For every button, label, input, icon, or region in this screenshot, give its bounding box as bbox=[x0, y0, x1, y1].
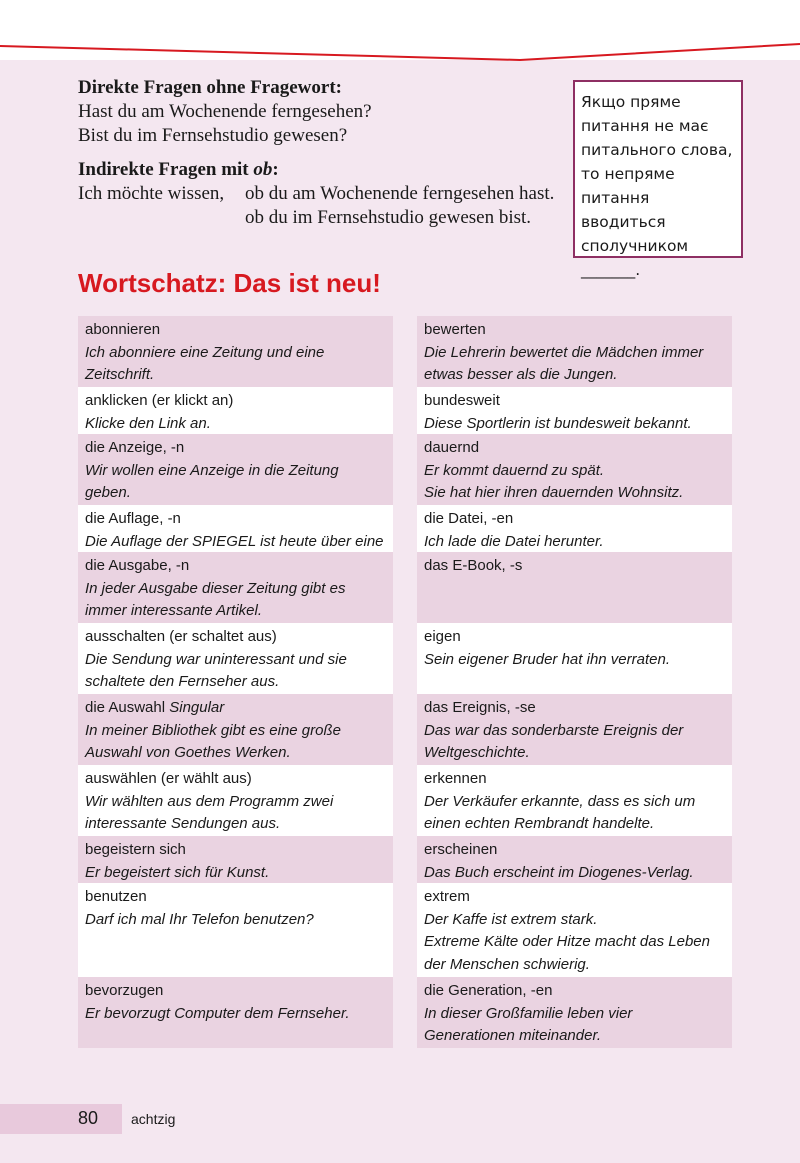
grammar-note-text: Якщо пряме питання не має питального слова, то непряме питання вводиться сполучником _______. bbox=[581, 93, 733, 279]
vocab-word-text: extrem bbox=[424, 888, 470, 905]
vocab-example: Die Lehrerin bewertet die Mädchen immer etwas besser als die Jungen. bbox=[424, 343, 704, 383]
vocab-word bbox=[424, 390, 725, 413]
footer-band bbox=[0, 1104, 122, 1134]
vocab-word-text: die Generation, -en bbox=[424, 982, 553, 999]
vocab-example: In dieser Großfamilie leben vier Generationen miteinander. bbox=[424, 1004, 633, 1044]
page-number: 80 bbox=[78, 1108, 99, 1128]
vocab-entry bbox=[78, 552, 393, 623]
grammar-note-box bbox=[573, 80, 743, 279]
vocab-example: Er bevorzugt Computer dem Fernseher. bbox=[85, 1004, 350, 1022]
vocab-word-text: das E-Book, -s bbox=[424, 557, 523, 574]
vocab-column-left bbox=[78, 316, 393, 1048]
vocab-word bbox=[85, 980, 386, 1003]
vocab-entry bbox=[78, 505, 393, 552]
vocab-word-text: die Auflage, -n bbox=[85, 510, 181, 527]
vocab-word-text: begeistern sich bbox=[85, 841, 186, 858]
vocab-word-text: abonnieren bbox=[85, 321, 161, 338]
vocab-entry bbox=[417, 883, 732, 977]
vocab-example: Der Verkäufer erkannte, dass es sich um einen echten Rembrandt handelte. bbox=[424, 792, 696, 832]
vocab-example: Das Buch erscheint im Diogenes-Verlag. bbox=[424, 863, 694, 881]
vocab-word bbox=[424, 555, 725, 578]
vocab-word bbox=[424, 886, 725, 909]
vocab-word bbox=[424, 980, 725, 1003]
vocab-word bbox=[424, 697, 725, 720]
vocab-entry bbox=[78, 977, 393, 1048]
vocab-example: Diese Sportlerin ist bundesweit bekannt. bbox=[424, 414, 692, 432]
vocab-word-text: die Auswahl bbox=[85, 699, 166, 716]
vocab-word-text: benutzen bbox=[85, 888, 147, 905]
vocab-word bbox=[85, 437, 386, 460]
vocab-word-text: erscheinen bbox=[424, 841, 498, 858]
vocab-word bbox=[85, 390, 386, 413]
vocab-word bbox=[85, 768, 386, 791]
vocab-word-text: anklicken (er klickt an) bbox=[85, 392, 234, 409]
vocab-entry bbox=[417, 552, 732, 623]
vocab-word bbox=[85, 508, 386, 531]
vocab-example: Sie hat hier ihren dauernden Wohnsitz. bbox=[424, 484, 684, 501]
vocab-entry bbox=[78, 765, 393, 836]
vocab-example: Die Sendung war uninteressant und sie schaltete den Fernseher aus. bbox=[85, 650, 347, 690]
vocab-word-text: die Anzeige, -n bbox=[85, 439, 185, 456]
vocab-entry bbox=[417, 977, 732, 1048]
vocab-word bbox=[85, 626, 386, 649]
vocab-example: Er begeistert sich für Kunst. bbox=[85, 863, 270, 881]
vocab-word-note: Singular bbox=[169, 699, 225, 716]
vocab-entry bbox=[417, 316, 732, 387]
vocab-word-text: die Datei, -en bbox=[424, 510, 514, 527]
vocab-column-right bbox=[417, 316, 732, 1048]
indirect-lead: Ich möchte wissen, bbox=[78, 183, 225, 204]
indirect-questions-heading bbox=[78, 158, 578, 182]
vocab-word-text: eigen bbox=[424, 628, 461, 645]
vocab-example: Das war das sonderbarste Ereignis der Weltgeschichte. bbox=[424, 721, 684, 761]
vocab-entry bbox=[417, 387, 732, 434]
vocab-example: In jeder Ausgabe dieser Zeitung gibt es immer interessante Artikel. bbox=[85, 579, 346, 619]
vocab-word bbox=[85, 839, 386, 862]
grammar-examples bbox=[78, 76, 578, 230]
vocab-word bbox=[85, 697, 386, 720]
vocab-entry bbox=[417, 694, 732, 765]
vocab-entry bbox=[417, 505, 732, 552]
vocab-entry bbox=[417, 836, 732, 883]
indirect-heading-ob: ob bbox=[253, 159, 273, 180]
indirect-heading-prefix: Indirekte Fragen mit bbox=[78, 159, 254, 180]
vocab-entry bbox=[417, 765, 732, 836]
direct-question-1: Hast du am Wochenende ferngesehen? bbox=[78, 101, 372, 122]
vocab-entry bbox=[417, 623, 732, 694]
vocab-example: In meiner Bibliothek gibt es eine große Auswahl von Goethes Werken. bbox=[85, 721, 341, 761]
vocab-word-text: das Ereignis, -se bbox=[424, 699, 536, 716]
vocab-example: Der Kaffe ist extrem stark. bbox=[424, 910, 598, 928]
direct-questions-heading: Direkte Fragen ohne Fragewort: bbox=[78, 77, 342, 98]
vocab-word-text: erkennen bbox=[424, 770, 487, 787]
vocab-word bbox=[85, 319, 386, 342]
vocab-word bbox=[424, 768, 725, 791]
vocab-example: Klicke den Link an. bbox=[85, 414, 211, 432]
vocab-entry bbox=[78, 316, 393, 387]
indirect-heading-suffix: : bbox=[272, 159, 279, 180]
vocab-word bbox=[424, 319, 725, 342]
vocab-example: Darf ich mal Ihr Telefon benutzen? bbox=[85, 910, 314, 928]
vocab-example: Die Auflage der SPIEGEL ist heute über eine bbox=[85, 532, 384, 550]
vocab-example: Er kommt dauernd zu spät. bbox=[424, 461, 605, 479]
vocab-example: Wir wollen eine Anzeige in die Zeitung geben. bbox=[85, 461, 339, 501]
indirect-sentence-row-2 bbox=[78, 206, 578, 230]
vocab-entry bbox=[78, 836, 393, 883]
vocab-example: Wir wählten aus dem Programm zwei interessante Sendungen aus. bbox=[85, 792, 334, 832]
indirect-sentence-2: ob du im Fernsehstudio gewesen bist. bbox=[245, 207, 532, 228]
vocab-word-text: ausschalten (er schaltet aus) bbox=[85, 628, 277, 645]
section-title: Wortschatz: Das ist neu! bbox=[78, 268, 381, 298]
indirect-sentence-row bbox=[78, 182, 578, 206]
vocab-word bbox=[424, 626, 725, 649]
vocab-entry bbox=[78, 883, 393, 977]
header-divider-line bbox=[0, 0, 800, 70]
vocab-word bbox=[85, 886, 386, 909]
page-number-word: achtzig bbox=[131, 1111, 176, 1127]
vocab-entry bbox=[417, 434, 732, 505]
vocab-word-text: bewerten bbox=[424, 321, 486, 338]
vocab-example: Sein eigener Bruder hat ihn verraten. bbox=[424, 650, 670, 668]
vocab-example: Ich lade die Datei herunter. bbox=[424, 532, 604, 550]
vocab-example: Extreme Kälte oder Hitze macht das Leben der Menschen schwierig. bbox=[424, 933, 710, 973]
indirect-sentence-1: ob du am Wochenende ferngesehen hast. bbox=[245, 183, 555, 204]
vocab-word bbox=[85, 555, 386, 578]
vocab-entry bbox=[78, 623, 393, 694]
vocab-word bbox=[424, 437, 725, 460]
vocab-word bbox=[424, 508, 725, 531]
vocab-word-text: auswählen (er wählt aus) bbox=[85, 770, 252, 787]
vocab-word-text: bevorzugen bbox=[85, 982, 164, 999]
vocab-word-text: die Ausgabe, -n bbox=[85, 557, 190, 574]
vocab-entry bbox=[78, 694, 393, 765]
vocab-word bbox=[424, 839, 725, 862]
vocab-entry bbox=[78, 434, 393, 505]
vocab-word-text: dauernd bbox=[424, 439, 480, 456]
vocab-example: Ich abonniere eine Zeitung und eine Zeitschrift. bbox=[85, 343, 325, 383]
direct-question-2: Bist du im Fernsehstudio gewesen? bbox=[78, 125, 348, 146]
vocab-entry bbox=[78, 387, 393, 434]
vocab-word-text: bundesweit bbox=[424, 392, 500, 409]
